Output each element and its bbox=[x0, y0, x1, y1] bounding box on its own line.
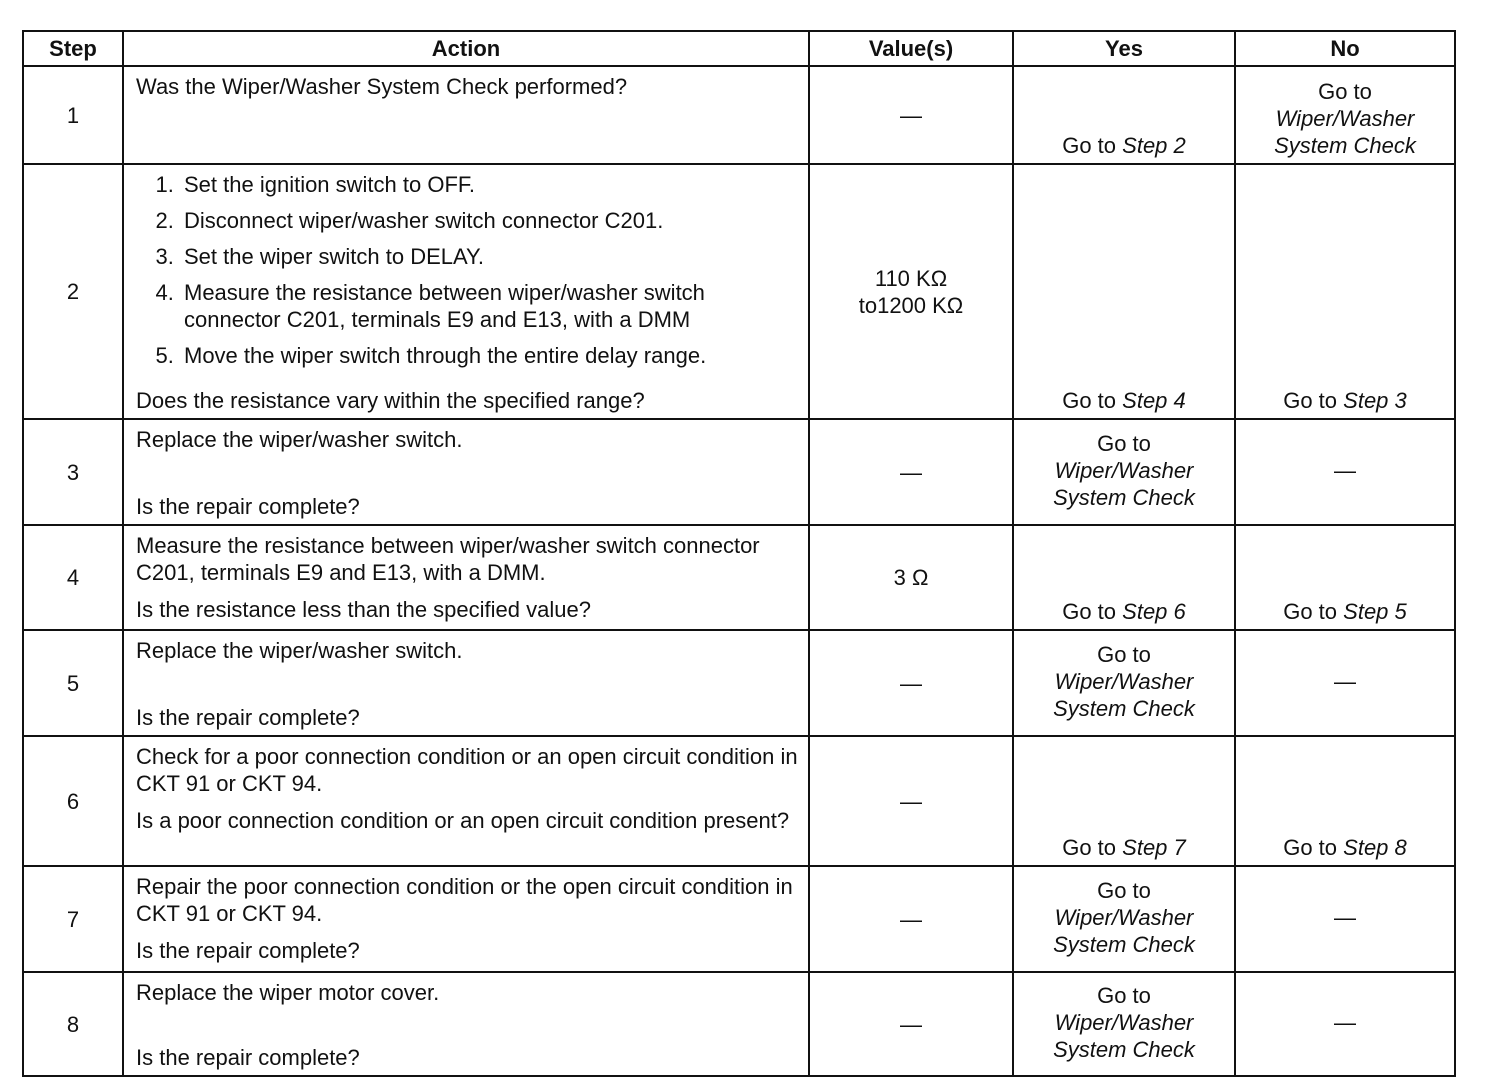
value-line: to1200 KΩ bbox=[858, 292, 964, 318]
action-cell bbox=[123, 866, 809, 972]
action-text: Replace the wiper motor cover. bbox=[136, 980, 440, 1005]
action-cell bbox=[123, 525, 809, 630]
action-list-item: 2. Disconnect wiper/washer switch connector C201. bbox=[180, 207, 800, 234]
action-question: Is the repair complete? bbox=[136, 1045, 360, 1070]
no-link[interactable]: Step 8 bbox=[1343, 835, 1407, 860]
step-number: 7 bbox=[23, 866, 123, 972]
yes-link[interactable]: Step 6 bbox=[1122, 599, 1186, 624]
value-cell: — bbox=[809, 972, 1013, 1076]
yes-link[interactable]: Step 7 bbox=[1122, 835, 1186, 860]
action-cell bbox=[123, 630, 809, 736]
header-values: Value(s) bbox=[809, 31, 1013, 66]
action-question: Is a poor connection condition or an open circuit condition present? bbox=[136, 808, 790, 833]
value-cell: — bbox=[809, 736, 1013, 866]
table-row bbox=[23, 866, 1455, 972]
action-cell bbox=[123, 164, 809, 419]
step-number: 4 bbox=[23, 525, 123, 630]
step-number: 6 bbox=[23, 736, 123, 866]
action-question: Is the repair complete? bbox=[136, 494, 360, 519]
yes-cell[interactable] bbox=[1013, 972, 1235, 1076]
yes-cell[interactable] bbox=[1013, 866, 1235, 972]
yes-cell[interactable] bbox=[1013, 66, 1235, 164]
table-row bbox=[23, 66, 1455, 164]
yes-prefix: Go to bbox=[1062, 388, 1117, 413]
yes-prefix: Go to bbox=[1097, 982, 1151, 1008]
no-cell[interactable] bbox=[1235, 66, 1455, 164]
table-row bbox=[23, 736, 1455, 866]
table-row bbox=[23, 525, 1455, 630]
no-cell: — bbox=[1235, 972, 1455, 1076]
no-link[interactable]: Wiper/Washer System Check bbox=[1274, 106, 1416, 158]
no-link[interactable]: Step 3 bbox=[1343, 388, 1407, 413]
yes-link[interactable]: Wiper/Washer System Check bbox=[1053, 904, 1195, 957]
action-question: Is the repair complete? bbox=[136, 705, 360, 730]
no-cell: — bbox=[1235, 419, 1455, 525]
action-text: Repair the poor connection condition or the open circuit condition in CKT 91 or CKT 94. bbox=[136, 874, 793, 926]
action-text: Replace the wiper/washer switch. bbox=[136, 638, 463, 663]
no-link[interactable]: Step 5 bbox=[1343, 599, 1407, 624]
diagnostic-table bbox=[22, 30, 1456, 1077]
yes-cell[interactable] bbox=[1013, 525, 1235, 630]
action-cell bbox=[123, 736, 809, 866]
yes-cell[interactable] bbox=[1013, 736, 1235, 866]
no-prefix: Go to bbox=[1283, 599, 1338, 624]
yes-cell[interactable] bbox=[1013, 164, 1235, 419]
header-action: Action bbox=[123, 31, 809, 66]
no-cell: — bbox=[1235, 630, 1455, 736]
action-text: Was the Wiper/Washer System Check performed? bbox=[136, 74, 628, 99]
action-question: Is the repair complete? bbox=[136, 938, 360, 963]
action-text: Replace the wiper/washer switch. bbox=[136, 427, 463, 452]
step-number: 5 bbox=[23, 630, 123, 736]
table-row bbox=[23, 630, 1455, 736]
value-cell bbox=[809, 164, 1013, 419]
action-text: Measure the resistance between wiper/washer switch connector C201, terminals E9 and E13, with a DMM. bbox=[136, 533, 760, 585]
yes-link[interactable]: Wiper/Washer System Check bbox=[1053, 668, 1195, 721]
header-yes: Yes bbox=[1013, 31, 1235, 66]
action-list bbox=[136, 171, 800, 378]
header-no: No bbox=[1235, 31, 1455, 66]
no-prefix: Go to bbox=[1283, 835, 1338, 860]
yes-prefix: Go to bbox=[1062, 599, 1117, 624]
action-list-item: 1. Set the ignition switch to OFF. bbox=[180, 171, 800, 198]
step-number: 1 bbox=[23, 66, 123, 164]
yes-prefix: Go to bbox=[1097, 877, 1151, 903]
no-prefix: Go to bbox=[1318, 79, 1372, 104]
yes-prefix: Go to bbox=[1097, 430, 1151, 456]
table-row bbox=[23, 972, 1455, 1076]
value-cell: — bbox=[809, 66, 1013, 164]
table-row bbox=[23, 164, 1455, 419]
step-number: 8 bbox=[23, 972, 123, 1076]
action-cell bbox=[123, 66, 809, 164]
step-number: 2 bbox=[23, 164, 123, 419]
header-row bbox=[23, 31, 1455, 66]
value-cell: — bbox=[809, 630, 1013, 736]
no-cell[interactable] bbox=[1235, 736, 1455, 866]
no-cell[interactable] bbox=[1235, 525, 1455, 630]
table-row bbox=[23, 419, 1455, 525]
step-number: 3 bbox=[23, 419, 123, 525]
action-list-item: 3. Set the wiper switch to DELAY. bbox=[180, 243, 800, 270]
action-cell bbox=[123, 972, 809, 1076]
action-cell bbox=[123, 419, 809, 525]
value-cell: 3 Ω bbox=[809, 525, 1013, 630]
action-question: Does the resistance vary within the specified range? bbox=[136, 388, 645, 413]
yes-link[interactable]: Step 4 bbox=[1122, 388, 1186, 413]
no-cell: — bbox=[1235, 866, 1455, 972]
header-step: Step bbox=[23, 31, 123, 66]
action-list-item: 4. Measure the resistance between wiper/washer switch connector C201, terminals E9 and E13, with a DMM bbox=[180, 279, 800, 333]
value-cell: — bbox=[809, 419, 1013, 525]
yes-prefix: Go to bbox=[1097, 641, 1151, 667]
yes-prefix: Go to bbox=[1062, 835, 1117, 860]
yes-prefix: Go to bbox=[1062, 133, 1117, 158]
action-text: Check for a poor connection condition or an open circuit condition in CKT 91 or CKT 94. bbox=[136, 744, 798, 796]
no-prefix: Go to bbox=[1283, 388, 1338, 413]
value-cell: — bbox=[809, 866, 1013, 972]
yes-link[interactable]: Wiper/Washer System Check bbox=[1053, 1009, 1195, 1062]
yes-link[interactable]: Wiper/Washer System Check bbox=[1053, 457, 1195, 510]
yes-cell[interactable] bbox=[1013, 419, 1235, 525]
value-line: 110 KΩ bbox=[874, 265, 948, 291]
action-list-item: 5. Move the wiper switch through the entire delay range. bbox=[180, 342, 800, 369]
yes-link[interactable]: Step 2 bbox=[1122, 133, 1186, 158]
action-question: Is the resistance less than the specified value? bbox=[136, 597, 591, 622]
no-cell[interactable] bbox=[1235, 164, 1455, 419]
yes-cell[interactable] bbox=[1013, 630, 1235, 736]
